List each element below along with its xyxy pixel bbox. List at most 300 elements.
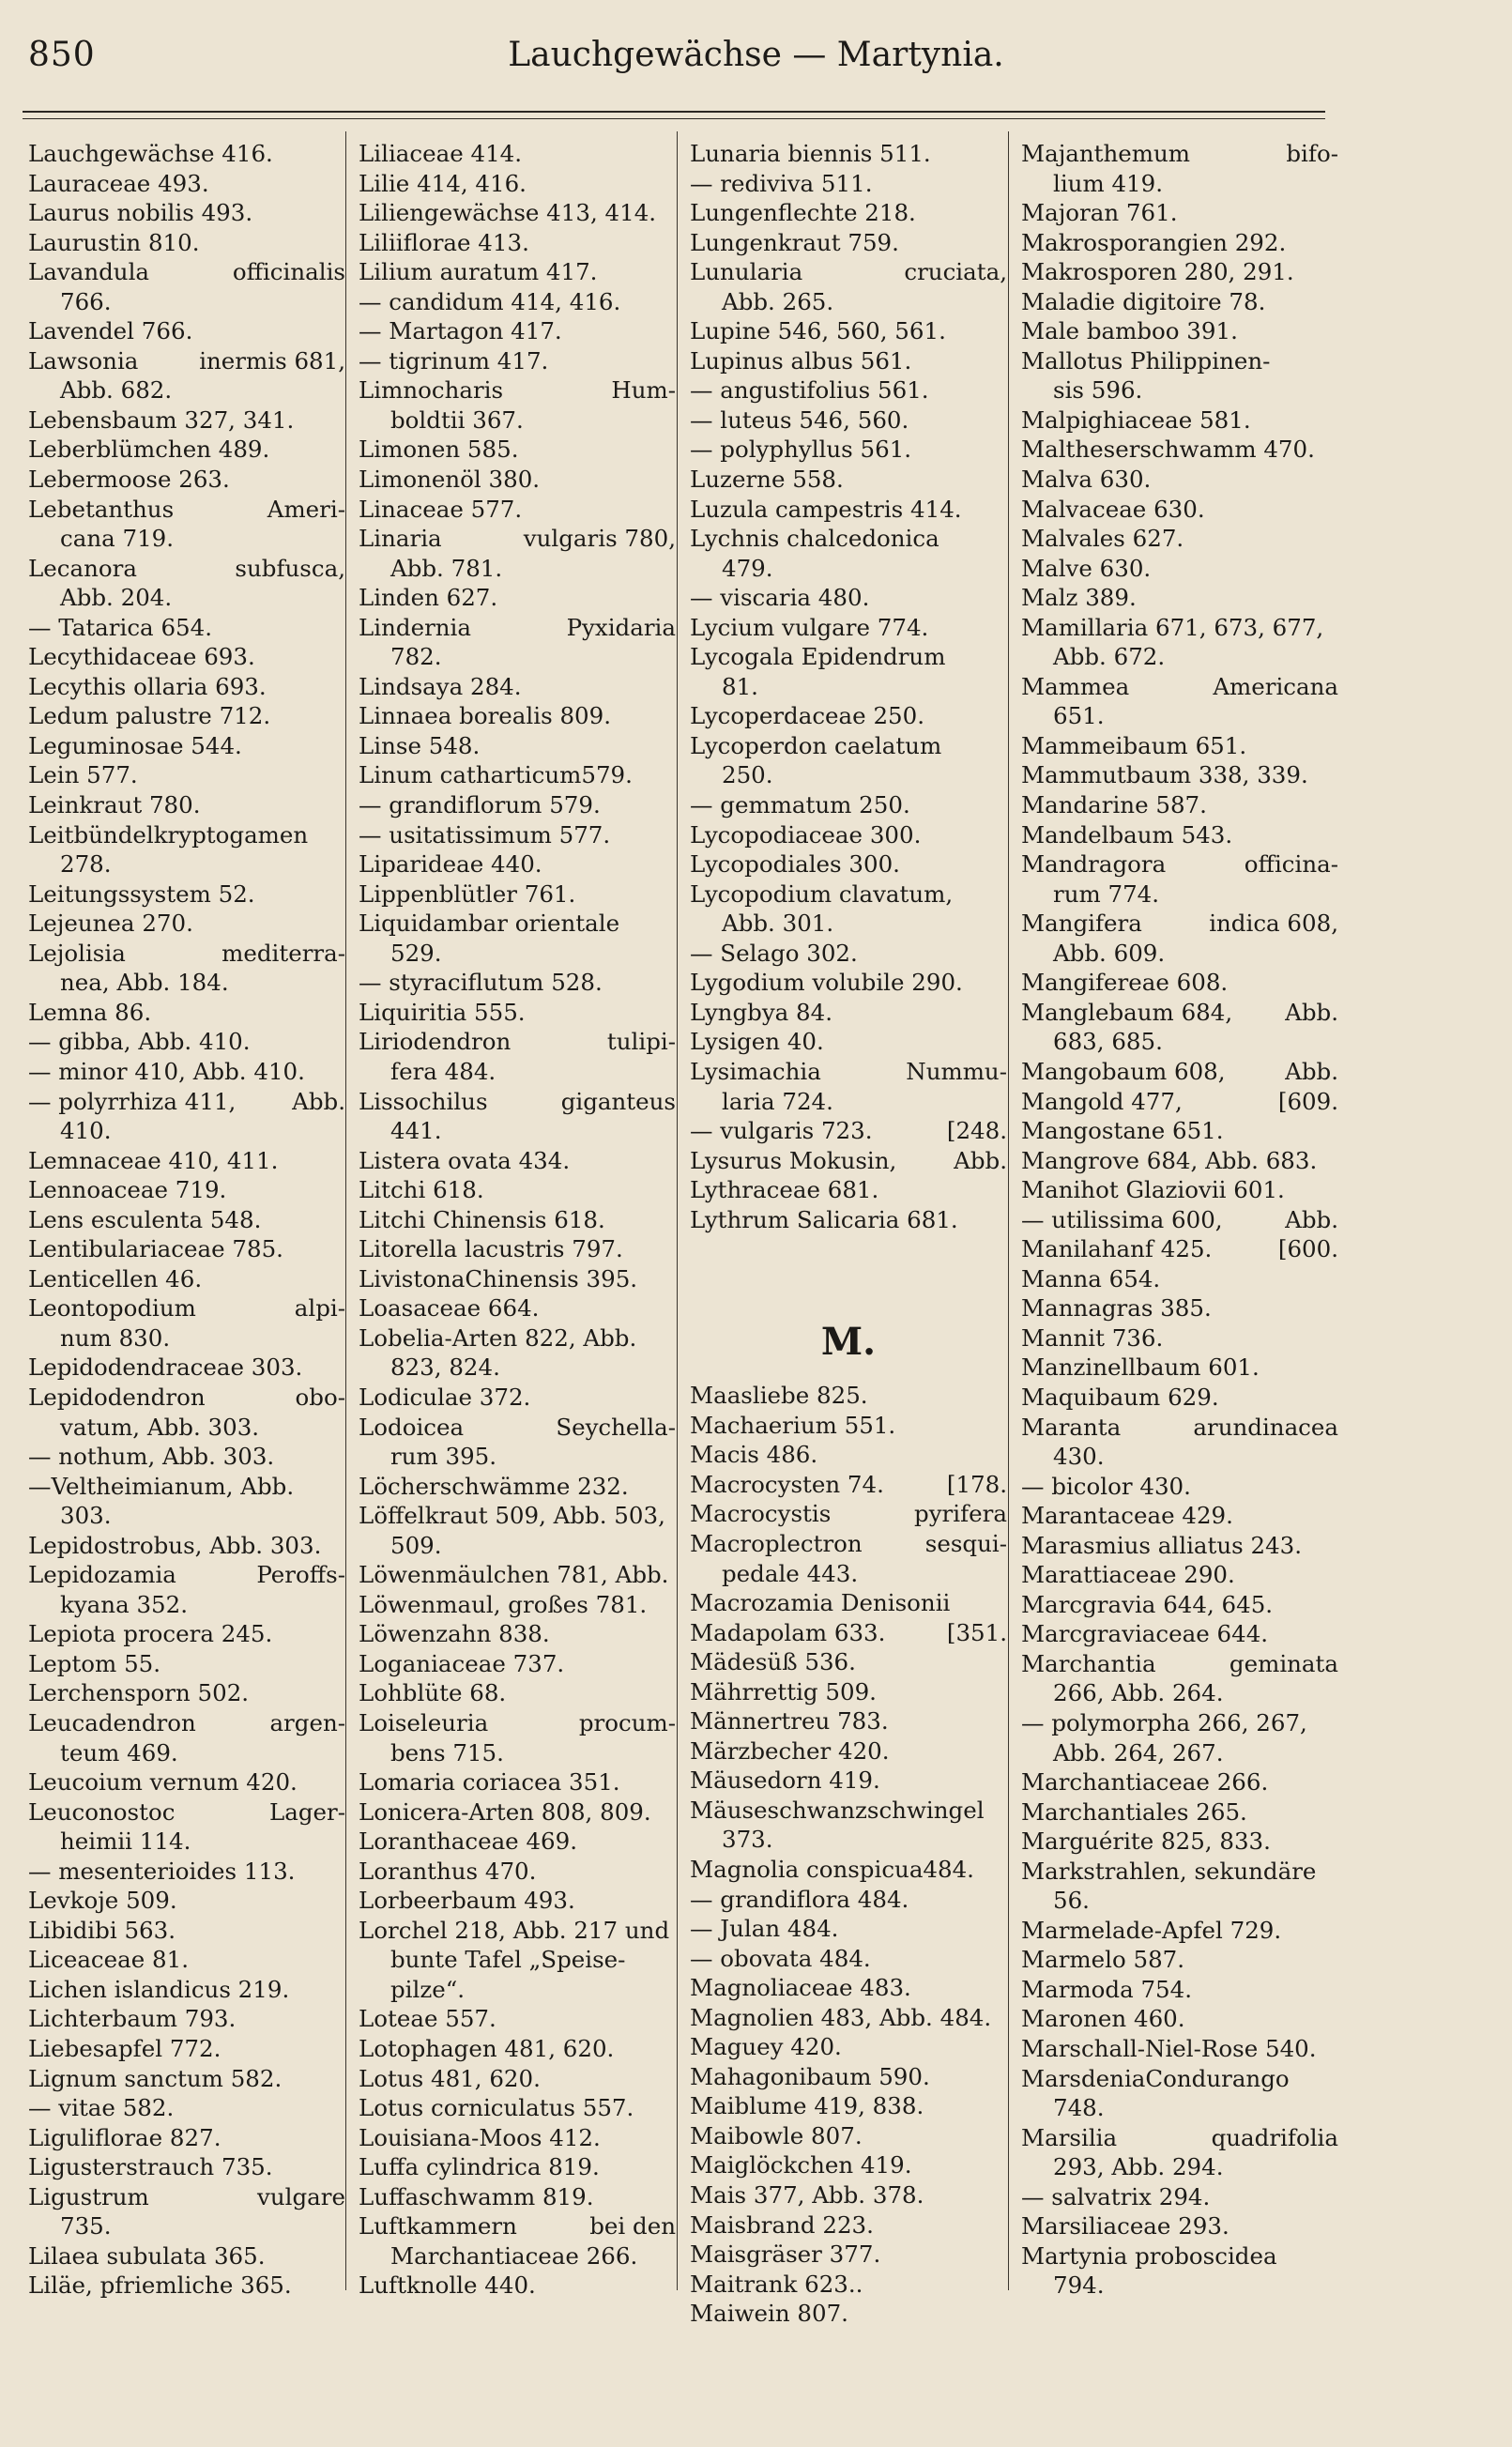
- index-entry: Luffaschwamm 819.: [359, 2182, 594, 2210]
- index-entry: Leberblümchen 489.: [28, 436, 270, 464]
- index-entry-part: Mangobaum 608,: [1021, 1057, 1226, 1085]
- index-entry: Lunaria biennis 511.: [690, 140, 931, 167]
- column-divider: [1008, 131, 1009, 2290]
- index-entry-part: Macrocystis: [690, 1500, 832, 1528]
- index-entry: Lein 577.: [28, 761, 138, 789]
- index-entry-part: quadrifolia: [1211, 2123, 1338, 2151]
- index-entry-part: Mangold 477,: [1021, 1087, 1183, 1115]
- index-entry: Lobelia-Arten 822, Abb.: [359, 1323, 637, 1352]
- index-entry: Makrosporen 280, 291.: [1021, 258, 1294, 286]
- index-entry-part: Abb.: [1285, 1205, 1338, 1233]
- index-entry: [1021, 672, 1338, 702]
- index-entry: Lemnaceae 410, 411.: [28, 1146, 279, 1174]
- index-entry-part: [351.: [946, 1618, 1007, 1646]
- index-entry: Lepiota procera 245.: [28, 1620, 273, 1648]
- index-entry: Mannit 736.: [1021, 1323, 1164, 1352]
- index-entry-continuation: Abb. 682.: [60, 376, 173, 405]
- index-entry: Linse 548.: [359, 731, 481, 759]
- index-entry-continuation: 410.: [60, 1117, 112, 1145]
- index-entry: Märzbecher 420.: [690, 1736, 890, 1765]
- index-entry: Maiwein 807.: [690, 2300, 848, 2328]
- index-entry: Litchi 618.: [359, 1176, 484, 1204]
- index-entry: Lupinus albus 561.: [690, 346, 912, 375]
- index-entry-part: Lysimachia: [690, 1057, 821, 1085]
- index-entry-part: Seychella-: [556, 1413, 676, 1441]
- index-entry-part: Peroffs-: [256, 1561, 345, 1589]
- index-entry-part: Lodoicea: [359, 1413, 465, 1441]
- index-entry: Liceaceae 81.: [28, 1946, 190, 1974]
- index-entry: Lythraceae 681.: [690, 1176, 879, 1204]
- index-entry-part: giganteus: [560, 1087, 676, 1115]
- index-entry-continuation: Abb. 672.: [1053, 643, 1166, 671]
- index-entry-continuation: 293, Abb. 294.: [1053, 2153, 1224, 2181]
- index-entry: [1021, 1087, 1338, 1117]
- index-entry: Lerchensporn 502.: [28, 1679, 250, 1707]
- index-entry: Lecythidaceae 693.: [28, 643, 255, 671]
- index-entry: Liparideae 440.: [359, 850, 542, 879]
- index-entry-continuation: num 830.: [60, 1323, 171, 1352]
- index-entry: [28, 554, 345, 584]
- index-entry: Maquibaum 629.: [1021, 1383, 1219, 1411]
- index-entry-part: sesqui-: [924, 1529, 1007, 1557]
- index-entry-part: Lepidozamia: [28, 1561, 176, 1589]
- index-entry: Leucoium vernum 420.: [28, 1768, 298, 1797]
- index-entry: Marchantiales 265.: [1021, 1797, 1247, 1826]
- index-entry: Lysigen 40.: [690, 1028, 824, 1056]
- index-entry: Lycopodiales 300.: [690, 850, 900, 879]
- index-entry: Loranthaceae 469.: [359, 1828, 578, 1856]
- index-entry: Macrozamia Denisonii: [690, 1589, 951, 1617]
- index-entry: [1021, 849, 1338, 879]
- index-entry: Marguérite 825, 833.: [1021, 1828, 1271, 1856]
- index-entry: Manna 654.: [1021, 1264, 1161, 1292]
- index-entry: Lychnis chalcedonica: [690, 525, 939, 553]
- index-entry: Mandarine 587.: [1021, 791, 1207, 819]
- index-entry-part: officina-: [1244, 850, 1338, 879]
- index-entry-part: geminata: [1229, 1649, 1338, 1677]
- index-entry: [359, 1027, 676, 1057]
- index-entry: Lycium vulgare 774.: [690, 613, 929, 641]
- index-entry-continuation: vatum, Abb. 303.: [60, 1413, 260, 1441]
- index-entry-continuation: fera 484.: [390, 1057, 496, 1085]
- index-entry: Mannagras 385.: [1021, 1294, 1212, 1323]
- index-entry-continuation: pilze“.: [390, 1975, 466, 2003]
- index-entry: Mahagonibaum 590.: [690, 2062, 930, 2090]
- index-entry: — Selago 302.: [690, 939, 858, 967]
- index-entry: — obovata 484.: [690, 1944, 871, 1972]
- index-entry-continuation: rum 774.: [1053, 879, 1160, 908]
- index-entry: —Veltheimianum, Abb.: [28, 1472, 295, 1500]
- index-entry: Lebensbaum 327, 341.: [28, 405, 295, 434]
- index-entry: Laurus nobilis 493.: [28, 199, 253, 227]
- index-entry: Linden 627.: [359, 584, 498, 612]
- index-entry: [28, 1797, 345, 1828]
- index-entry: Malvales 627.: [1021, 525, 1184, 553]
- index-entry: Maiglöckchen 419.: [690, 2151, 912, 2179]
- index-entry: Mäuseschwanzschwingel: [690, 1796, 985, 1824]
- index-entry: Marcgraviaceae 644.: [1021, 1620, 1269, 1648]
- index-entry-part: inermis 681,: [199, 346, 345, 375]
- index-entry: Mamillaria 671, 673, 677,: [1021, 613, 1324, 641]
- index-entry-part: Pyxidaria: [566, 613, 676, 641]
- index-entry-part: Lavandula: [28, 258, 150, 286]
- index-entry-part: Luftkammern: [359, 2212, 517, 2241]
- index-entry: Martynia proboscidea: [1021, 2241, 1277, 2270]
- index-entry: Lotus corniculatus 557.: [359, 2094, 634, 2122]
- index-entry: Leitungssystem 52.: [28, 879, 255, 908]
- index-entry: Lenticellen 46.: [28, 1264, 203, 1292]
- index-entry-part: vulgaris 780,: [523, 525, 676, 553]
- index-entry: Malz 389.: [1021, 584, 1137, 612]
- index-entry: Lavendel 766.: [28, 317, 193, 345]
- index-entry-part: Abb.: [1285, 998, 1338, 1026]
- index-column-1: [28, 139, 345, 2301]
- index-entry: Lycoperdon caelatum: [690, 731, 942, 759]
- index-entry: Libidibi 563.: [28, 1916, 176, 1944]
- index-entry: Maisbrand 223.: [690, 2210, 874, 2239]
- index-entry-continuation: Abb. 265.: [722, 287, 834, 315]
- index-entry: [28, 495, 345, 525]
- index-entry-part: Lysurus Mokusin,: [690, 1146, 897, 1174]
- index-entry-part: Mandragora: [1021, 850, 1167, 879]
- index-entry: Lycoperdaceae 250.: [690, 702, 925, 730]
- index-entry-continuation: laria 724.: [722, 1087, 833, 1115]
- index-entry: [28, 1383, 345, 1413]
- index-entry: Liquidambar orientale: [359, 910, 620, 938]
- index-entry: [359, 1708, 676, 1738]
- index-entry-continuation: Abb. 781.: [390, 554, 503, 582]
- index-entry: — nothum, Abb. 303.: [28, 1443, 275, 1471]
- index-entry: Lindsaya 284.: [359, 672, 522, 700]
- index-entry-continuation: 823, 824.: [390, 1353, 500, 1382]
- index-entry: — gemmatum 250.: [690, 791, 910, 819]
- index-entry-continuation: 529.: [390, 939, 442, 967]
- index-entry-continuation: kyana 352.: [60, 1590, 189, 1618]
- index-entry: Malvaceae 630.: [1021, 495, 1205, 523]
- index-entry: — angustifolius 561.: [690, 376, 929, 405]
- index-entry-part: tulipi-: [606, 1028, 676, 1056]
- index-entry-part: Leuconostoc: [28, 1797, 176, 1826]
- index-column-2: [359, 139, 676, 2301]
- index-entry-part: Mammea: [1021, 672, 1130, 700]
- index-entry-continuation: 794.: [1053, 2271, 1105, 2300]
- index-entry: Lycopodiaceae 300.: [690, 820, 922, 849]
- index-entry-part: subfusca,: [235, 554, 345, 582]
- index-entry-part: Loiseleuria: [359, 1708, 489, 1736]
- index-entry: Marchantiaceae 266.: [1021, 1768, 1269, 1797]
- index-entry: Leinkraut 780.: [28, 791, 201, 819]
- index-entry-continuation: 683, 685.: [1053, 1028, 1163, 1056]
- index-entry-continuation: bunte Tafel „Speise-: [390, 1946, 626, 1974]
- index-entry-part: Madapolam 633.: [690, 1618, 886, 1646]
- index-entry: — grandiflora 484.: [690, 1885, 909, 1913]
- index-entry: Macis 486.: [690, 1441, 818, 1469]
- index-entry-part: obo-: [295, 1383, 345, 1411]
- index-entry: — luteus 546, 560.: [690, 405, 909, 434]
- index-entry: Marattiaceae 290.: [1021, 1561, 1235, 1589]
- index-entry-continuation: Marchantiaceae 266.: [390, 2241, 638, 2270]
- index-entry-part: Lecanora: [28, 554, 137, 582]
- index-column-3: [690, 139, 1007, 2329]
- index-entry: Marmelo 587.: [1021, 1946, 1185, 1974]
- index-entry: Leptom 55.: [28, 1649, 161, 1677]
- index-entry: Lorchel 218, Abb. 217 und: [359, 1916, 670, 1944]
- index-entry: [1021, 139, 1338, 169]
- index-entry: Lyngbya 84.: [690, 998, 833, 1026]
- index-entry: Levkoje 509.: [28, 1887, 177, 1915]
- index-entry: Maasliebe 825.: [690, 1382, 868, 1410]
- index-entry-part: pyrifera: [914, 1500, 1007, 1528]
- index-entry: Mammutbaum 338, 339.: [1021, 761, 1308, 789]
- index-entry-continuation: 735.: [60, 2212, 112, 2241]
- index-entry: [28, 1087, 345, 1117]
- header-rule: [23, 111, 1325, 113]
- index-entry-part: — vulgaris 723.: [690, 1117, 873, 1145]
- index-entry-continuation: 278.: [60, 850, 112, 879]
- index-entry-part: — utilissima 600,: [1021, 1205, 1223, 1233]
- index-entry-part: Mangifera: [1021, 910, 1142, 938]
- index-entry: [28, 939, 345, 969]
- column-divider: [677, 131, 678, 2290]
- index-entry: [359, 1413, 676, 1443]
- index-entry: [28, 1293, 345, 1323]
- index-entry: Lorbeerbaum 493.: [359, 1887, 575, 1915]
- index-entry: — usitatissimum 577.: [359, 820, 611, 849]
- index-entry: Lycopodium clavatum,: [690, 879, 954, 908]
- index-entry: Lilaea subulata 365.: [28, 2241, 266, 2270]
- index-entry-part: Lindernia: [359, 613, 471, 641]
- index-entry-part: vulgare: [257, 2182, 345, 2210]
- index-entry: Leitbündelkryptogamen: [28, 820, 309, 849]
- index-entry: — bicolor 430.: [1021, 1472, 1191, 1500]
- index-entry: [359, 2211, 676, 2241]
- index-entry-part: Lepidodendron: [28, 1383, 206, 1411]
- index-entry: Lepidodendraceae 303.: [28, 1353, 303, 1382]
- index-entry-part: Maranta: [1021, 1413, 1122, 1441]
- index-entry: [690, 1057, 1007, 1087]
- index-entry: Maitrank 623..: [690, 2270, 863, 2298]
- index-entry-part: [609.: [1277, 1087, 1338, 1115]
- index-entry: Lecythis ollaria 693.: [28, 672, 267, 700]
- index-entry: [1021, 2123, 1338, 2153]
- index-entry-part: Ameri-: [267, 495, 345, 523]
- index-entry: Lungenflechte 218.: [690, 199, 916, 227]
- index-entry: Loasaceae 664.: [359, 1294, 540, 1323]
- index-entry: MarsdeniaCondurango: [1021, 2064, 1290, 2092]
- index-entry-continuation: 56.: [1053, 1887, 1090, 1915]
- index-entry-part: cruciata,: [904, 258, 1007, 286]
- index-entry: Litorella lacustris 797.: [359, 1235, 623, 1263]
- index-entry: Lomaria coriacea 351.: [359, 1768, 620, 1797]
- index-entry: Mangifereae 608.: [1021, 969, 1229, 997]
- index-entry: Luffa cylindrica 819.: [359, 2153, 600, 2181]
- index-entry-part: [178.: [946, 1470, 1007, 1498]
- index-entry: Marantaceae 429.: [1021, 1502, 1233, 1530]
- index-entry: Lilie 414, 416.: [359, 169, 527, 197]
- index-entry: Lauraceae 493.: [28, 169, 209, 197]
- index-entry: Lignum sanctum 582.: [28, 2064, 283, 2092]
- index-entry-continuation: 303.: [60, 1502, 112, 1530]
- index-entry: — tigrinum 417.: [359, 346, 549, 375]
- index-entry: Löwenmaul, großes 781.: [359, 1590, 648, 1618]
- index-entry: Löcherschwämme 232.: [359, 1472, 629, 1500]
- index-entry: Liebesapfel 772.: [28, 2035, 221, 2062]
- index-entry: Männertreu 783.: [690, 1707, 889, 1736]
- index-entry-continuation: 81.: [722, 672, 758, 700]
- index-entry: — salvatrix 294.: [1021, 2182, 1211, 2210]
- index-entry-part: — polyrrhiza 411,: [28, 1087, 237, 1115]
- index-entry: Lepidostrobus, Abb. 303.: [28, 1531, 322, 1559]
- index-entry: Mammeibaum 651.: [1021, 731, 1247, 759]
- index-entry: Marsiliaceae 293.: [1021, 2212, 1229, 2241]
- index-entry: Maibowle 807.: [690, 2121, 863, 2149]
- index-entry: Marmoda 754.: [1021, 1975, 1193, 2003]
- index-entry: Manihot Glaziovii 601.: [1021, 1176, 1285, 1204]
- index-entry-part: indica 608,: [1209, 910, 1338, 938]
- index-entry-continuation: boldtii 367.: [390, 405, 524, 434]
- index-entry: Mangrove 684, Abb. 683.: [1021, 1146, 1318, 1174]
- index-entry-continuation: cana 719.: [60, 525, 175, 553]
- index-entry: Mais 377, Abb. 378.: [690, 2181, 924, 2209]
- index-entry: Mäusedorn 419.: [690, 1766, 880, 1795]
- index-entry: Markstrahlen, sekundäre: [1021, 1857, 1317, 1885]
- index-entry-continuation: Abb. 204.: [60, 584, 173, 612]
- index-entry: Lentibulariaceae 785.: [28, 1235, 283, 1263]
- index-entry-continuation: 651.: [1053, 702, 1105, 730]
- index-entry-continuation: 766.: [60, 287, 112, 315]
- index-entry-continuation: 250.: [722, 761, 773, 789]
- index-entry: Magnolia conspicua484.: [690, 1855, 974, 1883]
- index-entry: — styraciflutum 528.: [359, 969, 603, 997]
- index-entry-part: Manilahanf 425.: [1021, 1235, 1213, 1263]
- index-entry-continuation: pedale 443.: [722, 1559, 859, 1587]
- index-entry: Limonen 585.: [359, 436, 519, 464]
- index-entry: Luftknolle 440.: [359, 2271, 536, 2300]
- index-entry: — rediviva 511.: [690, 169, 873, 197]
- index-entry-continuation: 782.: [390, 643, 442, 671]
- index-entry-part: Abb.: [1285, 1057, 1338, 1085]
- index-entry: Löwenzahn 838.: [359, 1620, 550, 1648]
- index-entry: — polyphyllus 561.: [690, 436, 912, 464]
- index-entry-continuation: Abb. 301.: [722, 910, 834, 938]
- index-entry: Löwenmäulchen 781, Abb.: [359, 1561, 669, 1589]
- index-entry: Mandelbaum 543.: [1021, 820, 1233, 849]
- index-entry: Malve 630.: [1021, 554, 1152, 582]
- index-entry: Linaceae 577.: [359, 495, 523, 523]
- index-entry: Lemna 86.: [28, 998, 152, 1026]
- index-entry: Ledum palustre 712.: [28, 702, 271, 730]
- index-entry: [1021, 1205, 1338, 1235]
- index-entry: [690, 1146, 1007, 1176]
- index-entry: [359, 375, 676, 405]
- index-entry: Lonicera-Arten 808, 809.: [359, 1797, 651, 1826]
- index-entry: LivistonaChinensis 395.: [359, 1264, 638, 1292]
- index-entry-continuation: sis 596.: [1053, 376, 1143, 405]
- index-entry-part: Macroplectron: [690, 1529, 863, 1557]
- index-entry-part: Marchantia: [1021, 1649, 1156, 1677]
- index-entry: Mangostane 651.: [1021, 1117, 1224, 1145]
- index-entry: Listera ovata 434.: [359, 1146, 571, 1174]
- index-entry: Liliiflorae 413.: [359, 228, 529, 256]
- index-entry: [28, 257, 345, 287]
- index-entry: [359, 524, 676, 554]
- index-entry: Mährrettig 509.: [690, 1677, 877, 1705]
- index-entry: — minor 410, Abb. 410.: [28, 1057, 305, 1085]
- index-entry: Lodiculae 372.: [359, 1383, 531, 1411]
- index-entry-continuation: Abb. 609.: [1053, 939, 1166, 967]
- index-entry: [28, 346, 345, 376]
- index-entry-continuation: 373.: [722, 1826, 773, 1854]
- column-divider: [345, 131, 346, 2290]
- index-entry: Lohblüte 68.: [359, 1679, 507, 1707]
- index-entry: Marasmius alliatus 243.: [1021, 1531, 1303, 1559]
- index-entry: Maisgräser 377.: [690, 2241, 881, 2269]
- index-entry: Linum catharticum579.: [359, 761, 633, 789]
- index-entry: [1021, 1234, 1338, 1264]
- index-entry: Linnaea borealis 809.: [359, 702, 611, 730]
- index-entry: Maladie digitoire 78.: [1021, 287, 1266, 315]
- index-entry: [690, 1529, 1007, 1559]
- index-entry: [1021, 1057, 1338, 1087]
- index-entry-part: Hum-: [611, 376, 676, 405]
- index-entry: Loganiaceae 737.: [359, 1649, 565, 1677]
- index-entry: Luzula campestris 414.: [690, 495, 962, 523]
- section-heading: M.: [820, 1320, 877, 1365]
- index-entry: — polymorpha 266, 267,: [1021, 1708, 1307, 1736]
- index-entry-part: Manglebaum 684,: [1021, 998, 1233, 1026]
- index-entry: Litchi Chinensis 618.: [359, 1205, 605, 1233]
- index-entry: [1021, 909, 1338, 939]
- index-entry-part: Americana: [1213, 672, 1338, 700]
- index-entry: Machaerium 551.: [690, 1411, 896, 1439]
- index-entry: Lebermoose 263.: [28, 466, 230, 494]
- index-entry-part: Leontopodium: [28, 1294, 196, 1323]
- index-entry: [1021, 998, 1338, 1028]
- index-entry-part: bifo-: [1286, 140, 1338, 167]
- index-entry: Marcgravia 644, 645.: [1021, 1590, 1274, 1618]
- index-entry: Malva 630.: [1021, 466, 1152, 494]
- index-entry: Löffelkraut 509, Abb. 503,: [359, 1502, 665, 1530]
- index-entry: Lichterbaum 793.: [28, 2005, 237, 2033]
- index-entry-part: Limnocharis: [359, 376, 504, 405]
- index-entry: — viscaria 480.: [690, 584, 870, 612]
- index-entry: Marmelade-Apfel 729.: [1021, 1916, 1282, 1944]
- index-entry: Lotus 481, 620.: [359, 2064, 541, 2092]
- index-entry-part: Abb.: [954, 1146, 1007, 1174]
- index-entry-part: argen-: [269, 1708, 345, 1736]
- index-entry: Maronen 460.: [1021, 2005, 1185, 2033]
- index-entry: Magnolien 483, Abb. 484.: [690, 2003, 992, 2031]
- index-entry-part: Marsilia: [1021, 2123, 1118, 2151]
- index-entry: — mesenterioides 113.: [28, 1857, 296, 1885]
- index-entry: — Julan 484.: [690, 1915, 839, 1943]
- index-entry-part: Nummu-: [906, 1057, 1007, 1085]
- index-entry-continuation: rum 395.: [390, 1443, 497, 1471]
- index-entry-part: Ligustrum: [28, 2182, 149, 2210]
- index-entry: Liguliflorae 827.: [28, 2123, 221, 2151]
- index-entry: Lilium auratum 417.: [359, 258, 598, 286]
- index-entry: Lythrum Salicaria 681.: [690, 1205, 958, 1233]
- index-entry-continuation: 479.: [722, 554, 773, 582]
- index-entry: Mädesüß 536.: [690, 1648, 856, 1676]
- index-entry: [690, 1618, 1007, 1648]
- page-number: 850: [28, 36, 96, 74]
- index-entry: — grandiflorum 579.: [359, 791, 601, 819]
- section-gap: [690, 1234, 1007, 1293]
- index-entry: Male bamboo 391.: [1021, 317, 1238, 345]
- index-entry: — candidum 414, 416.: [359, 287, 621, 315]
- index-entry: Lygodium volubile 290.: [690, 969, 963, 997]
